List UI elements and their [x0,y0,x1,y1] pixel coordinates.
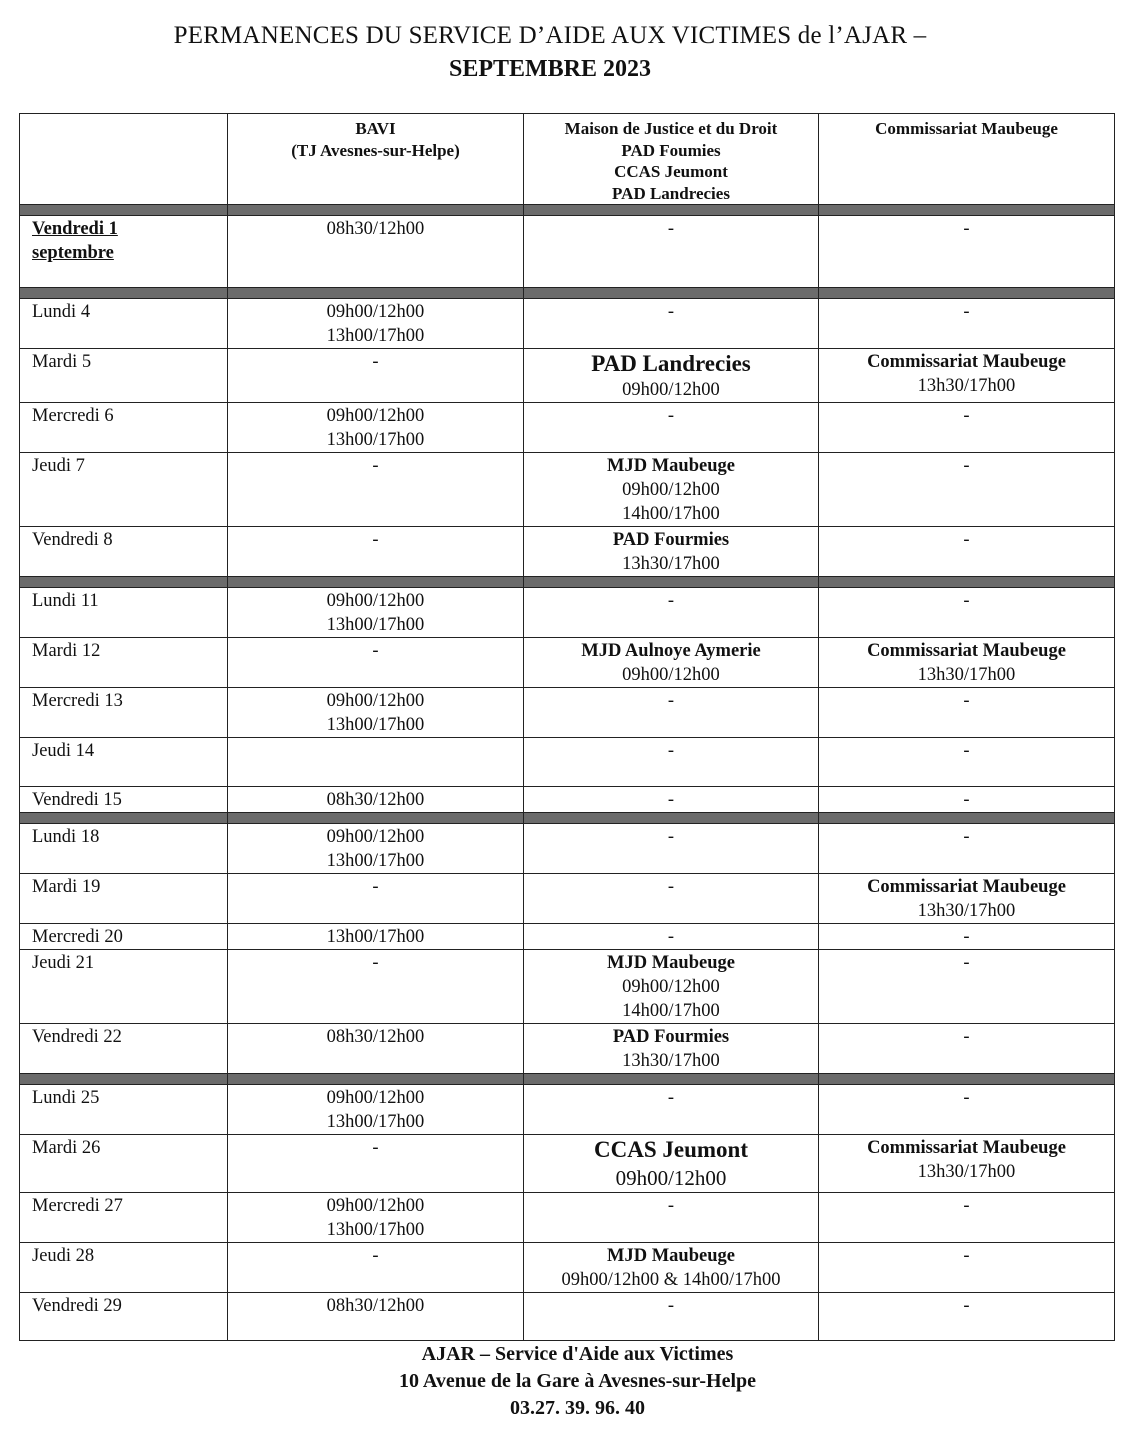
commissariat-cell [819,638,1115,688]
separator-cell [524,577,819,588]
separator-cell [819,1074,1115,1085]
commissariat-entry: - [963,1027,970,1047]
bavi-cell [228,453,524,527]
commissariat-entry: - [963,1296,970,1316]
day-cell [20,403,228,453]
bavi-cell [228,1293,524,1341]
mjd-entry: 14h00/17h00 [622,504,720,524]
bavi-hours: 08h30/12h00 [326,1027,425,1047]
mjd-entry: - [667,827,675,847]
commissariat-cell [819,299,1115,349]
day-cell [20,824,228,874]
commissariat-cell [819,924,1115,950]
day-cell [20,1293,228,1341]
bavi-cell [228,950,524,1024]
mjd-cell [524,216,819,288]
schedule-row [20,453,1115,527]
bavi-cell [228,824,524,874]
separator-cell [20,813,228,824]
separator-cell [228,205,524,216]
separator-cell [819,813,1115,824]
schedule-row [20,874,1115,924]
mjd-entry: 09h00/12h00 [622,380,720,400]
schedule-row [20,688,1115,738]
schedule-row [20,527,1115,577]
mjd-entry: CCAS Jeumont [594,1137,748,1162]
mjd-cell [524,824,819,874]
day-label: Lundi 4 [32,302,91,322]
header-mjd-line: Maison de Justice et du Droit [564,119,778,138]
bavi-hours: 13h00/17h00 [326,715,425,735]
header-commissariat-line: Commissariat Maubeuge [875,119,1058,138]
day-label: Jeudi 21 [32,953,95,973]
mjd-entry: - [667,790,675,810]
header-row [20,114,1115,205]
commissariat-cell [819,527,1115,577]
bavi-hours: 09h00/12h00 [326,827,425,847]
day-label: Mercredi 6 [32,406,114,426]
mjd-cell [524,787,819,813]
bavi-hours: 13h00/17h00 [326,615,425,635]
bavi-hours: 09h00/12h00 [326,691,425,711]
header-mjd-line: PAD Landrecies [612,183,730,203]
day-label: Mardi 19 [32,877,101,897]
schedule-row [20,638,1115,688]
schedule-row [20,1024,1115,1074]
mjd-cell [524,1293,819,1341]
bavi-hours: - [372,530,379,550]
day-cell [20,216,228,288]
commissariat-cell [819,1243,1115,1293]
day-label: Vendredi 1 [32,219,118,239]
day-cell [20,738,228,787]
mjd-entry: 09h00/12h00 [615,1166,727,1190]
bavi-hours: 08h30/12h00 [326,790,425,810]
mjd-cell [524,453,819,527]
week-separator [20,813,1115,824]
separator-cell [228,813,524,824]
separator-cell [819,288,1115,299]
mjd-cell [524,588,819,638]
commissariat-entry: 13h30/17h00 [917,376,1016,396]
mjd-cell [524,299,819,349]
commissariat-cell [819,824,1115,874]
commissariat-cell [819,588,1115,638]
bavi-cell [228,1135,524,1193]
commissariat-cell [819,787,1115,813]
mjd-entry: 14h00/17h00 [622,1001,720,1021]
day-cell [20,688,228,738]
mjd-entry: - [667,302,675,322]
separator-cell [20,288,228,299]
bavi-hours: - [372,641,379,661]
commissariat-entry: - [963,591,970,611]
day-cell [20,1024,228,1074]
mjd-entry: MJD Aulnoye Aymerie [581,641,761,661]
mjd-cell [524,1193,819,1243]
commissariat-entry: - [963,406,970,426]
day-cell [20,638,228,688]
mjd-entry: - [667,1296,675,1316]
bavi-hours: 08h30/12h00 [326,219,425,239]
schedule-row [20,924,1115,950]
header-bavi-line: (TJ Avesnes-sur-Helpe) [291,140,460,160]
mjd-cell [524,638,819,688]
commissariat-cell [819,874,1115,924]
day-label: Lundi 25 [32,1088,100,1108]
mjd-entry: - [667,927,675,947]
day-label: Mercredi 13 [32,691,123,711]
bavi-hours: 13h00/17h00 [326,851,425,871]
mjd-cell [524,950,819,1024]
mjd-cell [524,403,819,453]
mjd-entry: MJD Maubeuge [607,456,735,476]
mjd-cell [524,349,819,403]
bavi-hours: - [372,456,379,476]
bavi-hours: 13h00/17h00 [326,1220,425,1240]
separator-cell [524,1074,819,1085]
separator-cell [20,205,228,216]
footer-phone: 03.27. 39. 96. 40 [510,1397,645,1419]
commissariat-entry: - [963,219,970,239]
week-separator [20,577,1115,588]
schedule-row [20,950,1115,1024]
day-label: Mardi 5 [32,352,92,372]
commissariat-entry: - [963,1088,970,1108]
commissariat-entry: - [963,302,970,322]
mjd-entry: PAD Fourmies [612,1027,730,1047]
mjd-entry: - [667,877,675,897]
mjd-cell [524,874,819,924]
separator-cell [524,205,819,216]
week-separator [20,1074,1115,1085]
bavi-cell [228,527,524,577]
bavi-hours: 13h00/17h00 [326,430,425,450]
mjd-entry: - [667,406,675,426]
day-cell [20,874,228,924]
day-cell [20,453,228,527]
header-cell-mjd [524,114,819,205]
commissariat-entry: Commissariat Maubeuge [867,877,1066,897]
commissariat-cell [819,349,1115,403]
commissariat-entry: - [963,691,970,711]
bavi-hours: - [372,1246,379,1266]
mjd-cell [524,527,819,577]
schedule-row [20,216,1115,288]
commissariat-cell [819,403,1115,453]
footer-address: 10 Avenue de la Gare à Avesnes-sur-Helpe [398,1370,756,1392]
schedule-table [19,113,1115,1341]
mjd-entry: 13h30/17h00 [622,554,720,574]
day-label: Vendredi 15 [32,790,122,810]
bavi-cell [228,874,524,924]
bavi-cell [228,403,524,453]
schedule-row [20,1193,1115,1243]
mjd-entry: - [667,1196,675,1216]
schedule-row [20,1135,1115,1193]
commissariat-entry: - [963,741,970,761]
commissariat-entry: Commissariat Maubeuge [867,641,1066,661]
separator-cell [20,1074,228,1085]
day-label: Lundi 18 [32,827,100,847]
header-cell-commissariat [819,114,1115,205]
commissariat-cell [819,1293,1115,1341]
bavi-cell [228,787,524,813]
commissariat-cell [819,216,1115,288]
commissariat-cell [819,738,1115,787]
day-cell [20,924,228,950]
schedule-row [20,403,1115,453]
bavi-cell [228,1024,524,1074]
schedule-row [20,1085,1115,1135]
bavi-cell [228,1243,524,1293]
commissariat-entry: 13h30/17h00 [917,1162,1016,1182]
bavi-hours: 09h00/12h00 [326,302,425,322]
mjd-entry: - [667,1088,675,1108]
mjd-entry: 09h00/12h00 [622,977,720,997]
bavi-cell [228,688,524,738]
document-title: PERMANENCES DU SERVICE D’AIDE AUX VICTIMES de l’AJAR – [173,22,927,49]
commissariat-cell [819,1085,1115,1135]
header-cell-day [20,114,228,205]
commissariat-entry: Commissariat Maubeuge [867,1138,1066,1158]
bavi-cell [228,299,524,349]
bavi-cell [228,738,524,787]
bavi-hours: 08h30/12h00 [326,1296,425,1316]
day-cell [20,299,228,349]
schedule-row [20,824,1115,874]
commissariat-entry: - [963,1196,970,1216]
document-subtitle: SEPTEMBRE 2023 [448,56,652,82]
mjd-entry: 09h00/12h00 [622,665,720,685]
mjd-cell [524,924,819,950]
mjd-cell [524,1135,819,1193]
day-label: Mercredi 27 [32,1196,123,1216]
mjd-entry: PAD Landrecies [591,351,751,376]
schedule-row [20,588,1115,638]
bavi-cell [228,1193,524,1243]
separator-cell [524,288,819,299]
day-cell [20,787,228,813]
day-label: Mardi 26 [32,1138,101,1158]
bavi-hours: 09h00/12h00 [326,406,425,426]
bavi-cell [228,924,524,950]
day-label: Mardi 12 [32,641,101,661]
mjd-entry: PAD Fourmies [612,530,730,550]
day-cell [20,950,228,1024]
mjd-entry: - [667,741,675,761]
bavi-hours: 13h00/17h00 [326,326,425,346]
day-cell [20,1135,228,1193]
commissariat-entry: - [963,530,970,550]
bavi-hours: 09h00/12h00 [326,1088,425,1108]
day-label: Mercredi 20 [32,927,123,947]
day-label: Vendredi 22 [32,1027,122,1047]
bavi-cell [228,1085,524,1135]
commissariat-entry: 13h30/17h00 [917,901,1016,921]
bavi-hours: - [372,1138,379,1158]
separator-cell [228,1074,524,1085]
mjd-cell [524,688,819,738]
commissariat-entry: - [963,927,970,947]
mjd-entry: 09h00/12h00 [622,480,720,500]
commissariat-entry: Commissariat Maubeuge [867,352,1066,372]
bavi-hours: - [372,352,379,372]
day-cell [20,588,228,638]
bavi-hours: 09h00/12h00 [326,591,425,611]
bavi-hours: 13h00/17h00 [326,927,425,947]
commissariat-entry: - [963,790,970,810]
bavi-hours: - [372,877,379,897]
day-cell [20,1085,228,1135]
day-label: Vendredi 29 [32,1296,122,1316]
day-label: septembre [32,243,114,263]
day-cell [20,349,228,403]
day-label: Vendredi 8 [32,530,113,550]
commissariat-cell [819,453,1115,527]
mjd-cell [524,1024,819,1074]
header-bavi-line: BAVI [355,119,396,138]
separator-cell [228,577,524,588]
header-mjd-line: PAD Foumies [621,140,721,160]
day-label: Jeudi 28 [32,1246,95,1266]
bavi-hours: - [372,953,379,973]
day-cell [20,527,228,577]
day-cell [20,1243,228,1293]
header-mjd-line: CCAS Jeumont [614,162,728,181]
commissariat-entry: - [963,456,970,476]
separator-cell [524,813,819,824]
commissariat-entry: - [963,1246,970,1266]
schedule-row [20,787,1115,813]
commissariat-cell [819,688,1115,738]
separator-cell [228,288,524,299]
bavi-hours: 13h00/17h00 [326,1112,425,1132]
commissariat-cell [819,1193,1115,1243]
day-cell [20,1193,228,1243]
commissariat-cell [819,950,1115,1024]
header-cell-bavi [228,114,524,205]
week-separator [20,205,1115,216]
day-label: Jeudi 7 [32,456,85,476]
commissariat-entry: - [963,827,970,847]
separator-cell [819,205,1115,216]
commissariat-entry: - [963,953,970,973]
separator-cell [819,577,1115,588]
commissariat-cell [819,1024,1115,1074]
bavi-cell [228,216,524,288]
bavi-cell [228,349,524,403]
mjd-entry: - [667,219,675,239]
schedule-row [20,1293,1115,1341]
bavi-hours: 09h00/12h00 [326,1196,425,1216]
schedule-row [20,1243,1115,1293]
mjd-cell [524,1243,819,1293]
mjd-entry: - [667,691,675,711]
schedule-row [20,738,1115,787]
day-label: Jeudi 14 [32,741,95,761]
mjd-entry: - [667,591,675,611]
mjd-cell [524,738,819,787]
commissariat-cell [819,1135,1115,1193]
day-label: Lundi 11 [32,591,99,611]
mjd-entry: 09h00/12h00 & 14h00/17h00 [561,1270,781,1290]
week-separator [20,288,1115,299]
separator-cell [20,577,228,588]
mjd-cell [524,1085,819,1135]
schedule-row [20,299,1115,349]
bavi-cell [228,588,524,638]
bavi-cell [228,638,524,688]
schedule-row [20,349,1115,403]
commissariat-entry: 13h30/17h00 [917,665,1016,685]
footer-organization: AJAR – Service d'Aide aux Victimes [421,1343,734,1365]
mjd-entry: MJD Maubeuge [607,1246,735,1266]
mjd-entry: 13h30/17h00 [622,1051,720,1071]
mjd-entry: MJD Maubeuge [607,953,735,973]
